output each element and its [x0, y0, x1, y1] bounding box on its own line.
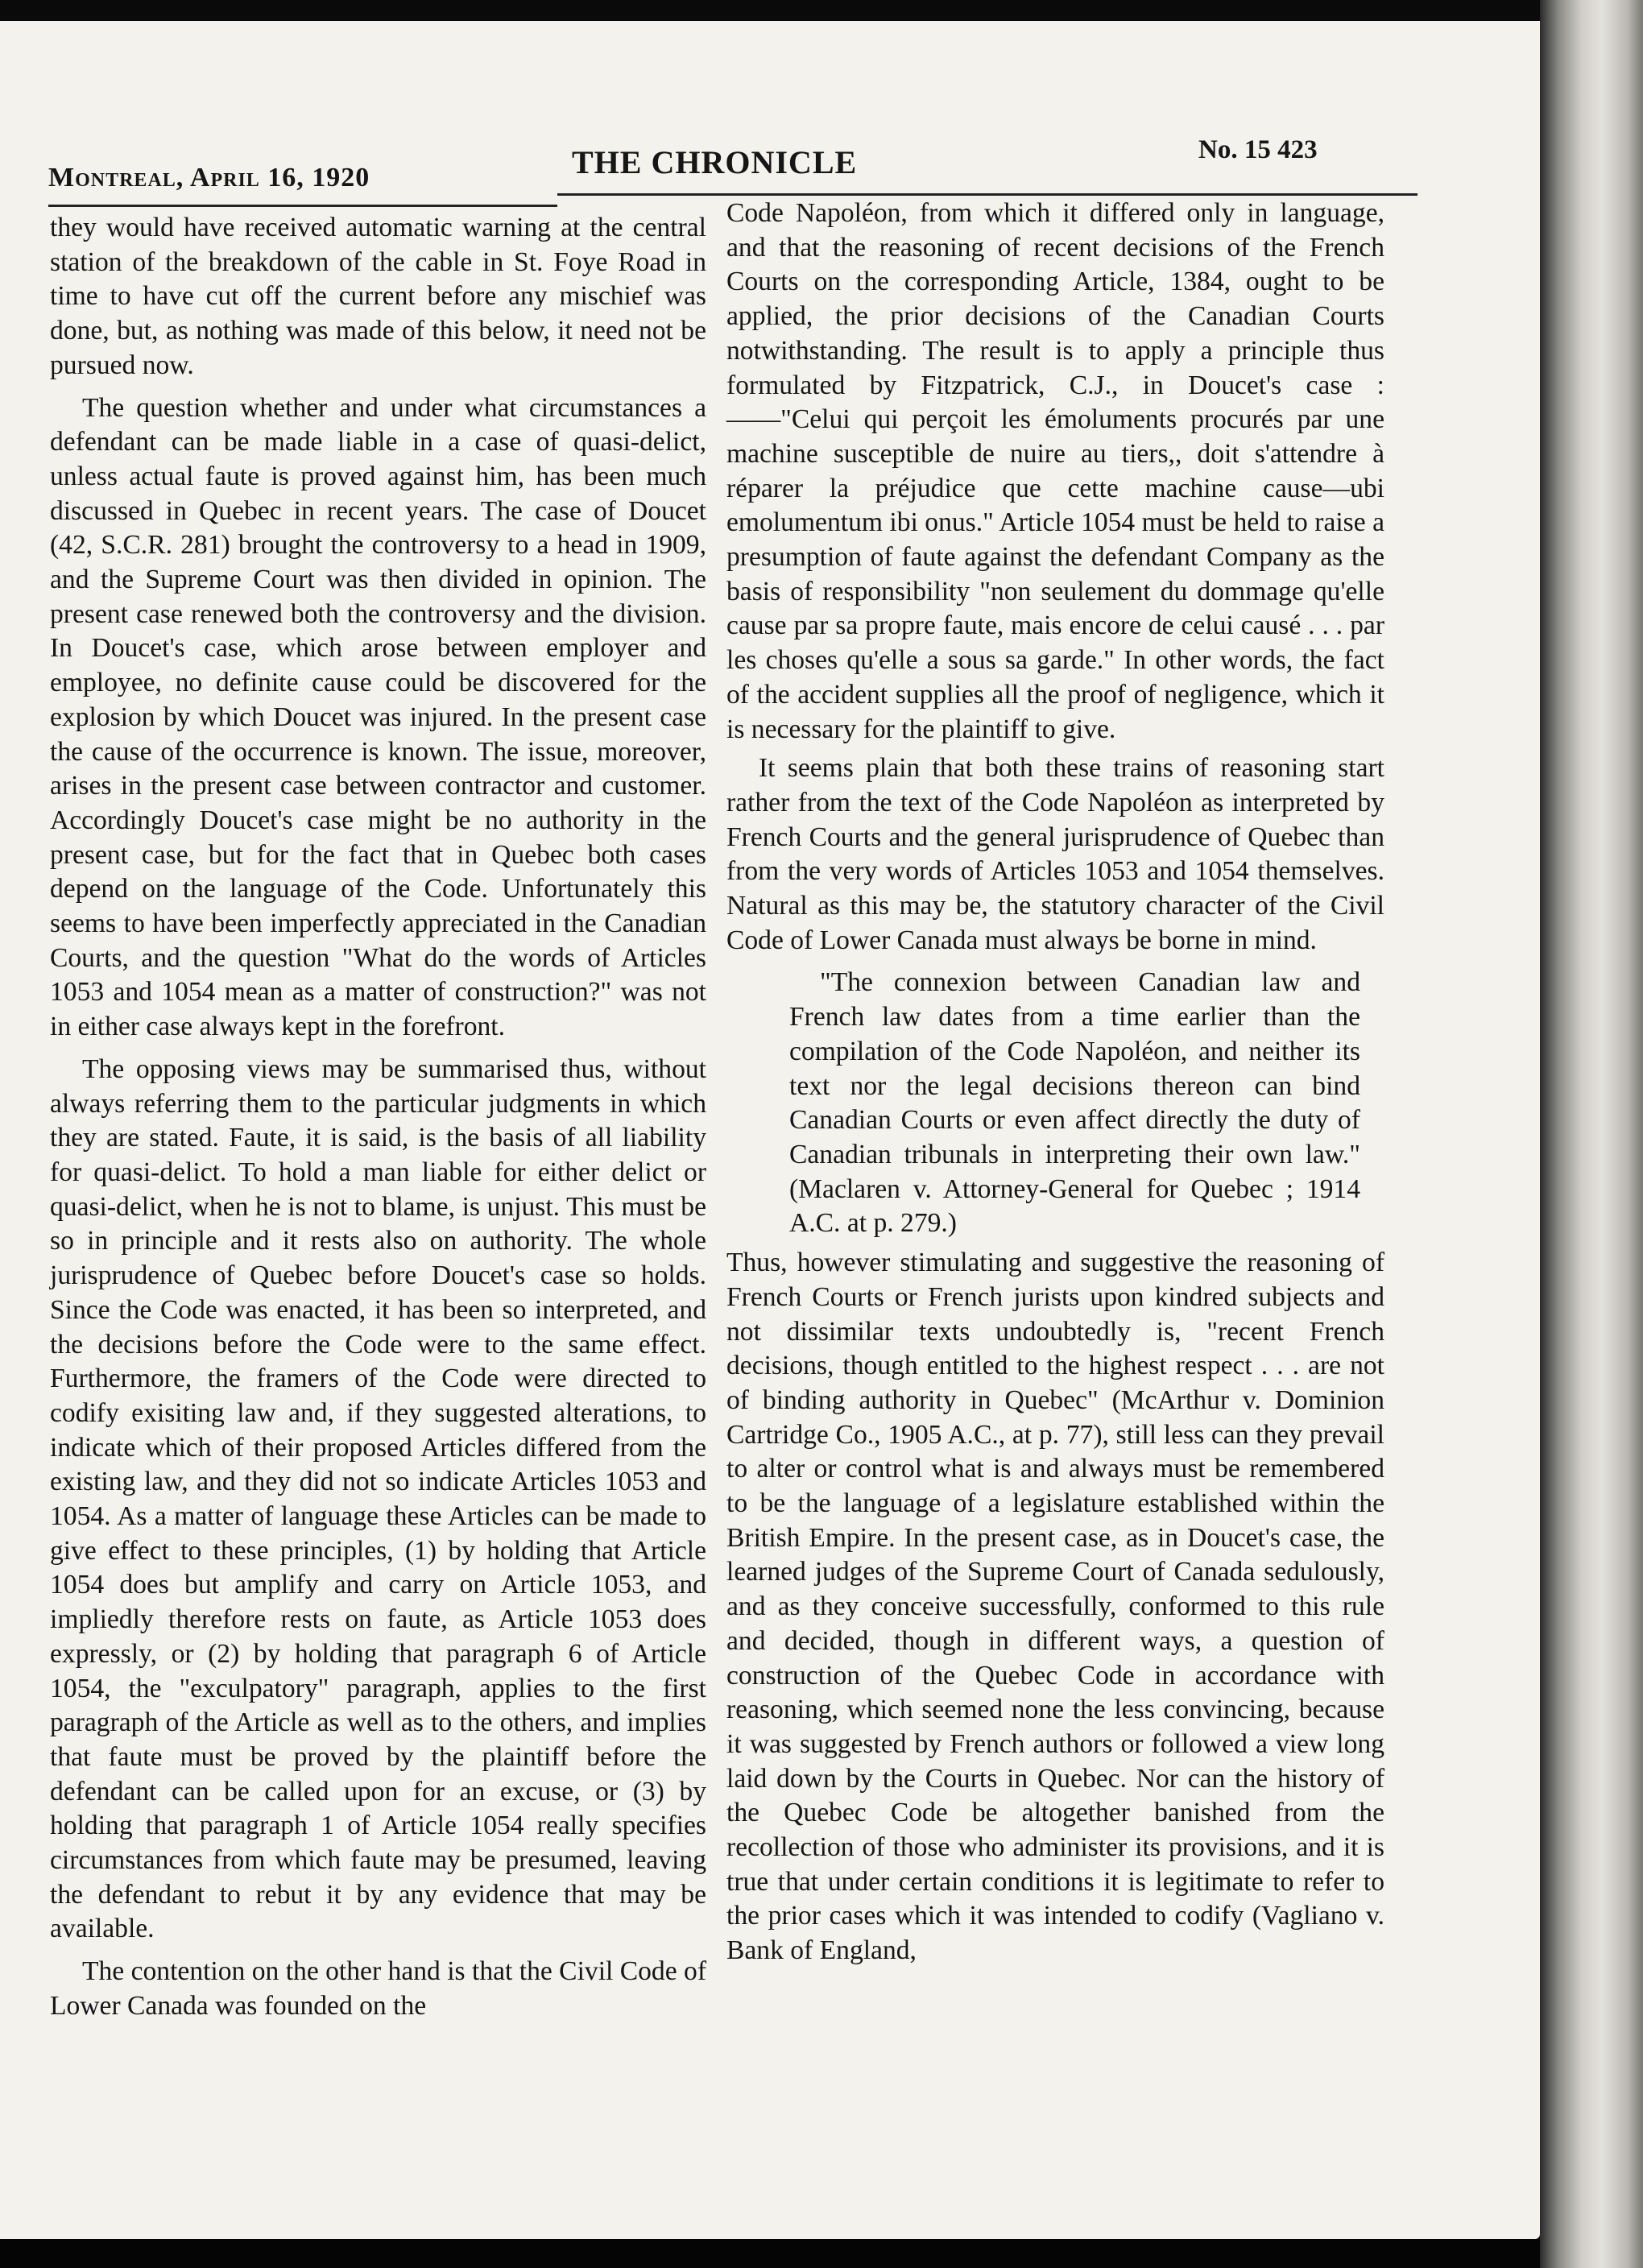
paragraph-continued: they would have received automatic warning at the central station of the breakdown of the cable in St. Foye Road in time to have cut off the current before any mischief was done, but, as nothing was made of this below, it need not be pursued now.	[50, 213, 706, 380]
page-header	[48, 130, 1395, 195]
scan-bottom-border	[0, 2239, 1540, 2268]
scan-top-border	[0, 0, 1540, 21]
paragraph-trains-of-reasoning: It seems plain that both these trains of reasoning start rather from the text of the Code Napoléon as interpreted by French Courts and the general jurisprudence of Quebec than from the very words of Articles 1053 and 1054 themselves. Natural as this may be, the statutory character of the Civil Code of Lower Canada must always be borne in mind.	[726, 753, 1384, 955]
block-quote-maclaren: "The connexion between Canadian law and French law dates from a time earlier than the compilation of the Code Napoléon, and neither its text nor the legal decisions thereon can bind Canadian Courts or even affect directly the duty of Canadian tribunals in interpreting their own law." (Maclaren v. Attorney-General for Quebec ; 1914 A.C. at p. 279.)	[789, 967, 1360, 1239]
paragraph-contention: The contention on the other hand is that the Civil Code of Lower Canada was founded on the	[50, 1956, 706, 2021]
paragraph-opposing-views: The opposing views may be summarised thus, without always referring them to the particular judgments in which they are stated. Faute, it is said, is the basis of all liability for quasi-delict. To hold a man liable for either delict or quasi-delict, when he is not to blame, is unjust. This must be so in principle and it rests also on authority. The whole jurisprudence of Quebec before Doucet's case so holds. Since the Code was enacted, it has been so interpreted, and the decisions before the Code were to the same effect. Furthermore, the framers of the Code were directed to codify exisiting law and, if they suggested alterations, to indicate which of their proposed Articles differed from the existing law, and they did not so indicate Articles 1053 and 1054. As a matter of language these Articles can be made to give effect to these principles, (1) by holding that Article 1054 does but amplify and carry on Article 1053, and impliedly therefore rests on faute, as Article 1053 does expressly, or (2) by holding that paragraph 6 of Article 1054, the "exculpatory" paragraph, applies to the first paragraph of the Article as well as to the others, and implies that faute must be proved by the plaintiff before the defendant can be called upon for an excuse, or (3) by holding that paragraph 1 of Article 1054 really specifies circumstances from which faute may be presumed, leaving the defendant to rebut it by any evidence that may be available.	[50, 1053, 706, 1944]
paragraph-quasi-delict-question: The question whether and under what circumstances a defendant can be made liable in a case of quasi-delict, unless actual faute is proved against him, has been much discussed in Quebec in recent years. The case of Doucet (42, S.C.R. 281) brought the controversy to a head in 1909, and the Supreme Court was then divided in opinion. The present case renewed both the controversy and the division. In Doucet's case, which arose between employer and employee, no definite cause could be discovered for the explosion by which Doucet was injured. In the present case the cause of the occurrence is known. The issue, moreover, arises in the present case between contractor and customer. Accordingly Doucet's case might be no authority in the present case, but for the fact that in Quebec both cases depend on the language of the Code. Unfortunately this seems to have been imperfectly appreciated in the Canadian Courts, and the question "What do the words of Articles 1053 and 1054 mean as a matter of construction?" was not in either case always kept in the forefront.	[50, 392, 706, 1042]
issue-page-number: No. 15 423	[1198, 135, 1318, 164]
left-column	[50, 211, 706, 2024]
paragraph-french-courts: Thus, however stimulating and suggestive the reasoning of French Courts or French jurists upon kindred subjects and not dissimilar texts undoubtedly is, "recent French decisions, though entitled to the highest respect . . . are not of binding authority in Quebec" (McArthur v. Dominion Cartridge Co., 1905 A.C., at p. 77), still less can they prevail to alter or control what is and always must be remembered to be the language of a legislature established within the British Empire. In the present case, as in Doucet's case, the learned judges of the Supreme Court of Canada sedulously, and as they conceive successfully, conformed to this rule and decided, though in different ways, a question of construction of the Quebec Code in accordance with reasoning, which seemed none the less convincing, because it was suggested by French authors or followed a view long laid down by the Courts in Quebec. Nor can the history of the Quebec Code be altogether banished from the recollection of those who administer its provisions, and it is true that under certain conditions it is legitimate to refer to the prior cases which it was intended to codify (Vagliano v. Bank of England,	[726, 1248, 1384, 1966]
header-rule-left	[48, 205, 557, 207]
header-dateline: Montreal, April 16, 1920	[48, 163, 370, 192]
header-rule-right	[557, 193, 1417, 196]
publication-title: THE CHRONICLE	[572, 144, 858, 180]
paragraph-code-napoleon: Code Napoléon, from which it differed only in language, and that the reasoning of recent decisions of the French Courts on the corresponding Article, 1384, ought to be applied, the prior decisions of the Canadian Courts notwithstanding. The result is to apply a principle thus formulated by Fitzpatrick, C.J., in Doucet's case :——"Celui qui perçoit les émoluments procurés par une machine susceptible de nuire au tiers,, doit s'attendre à réparer la préjudice que cette machine cause—ubi emolumentum ibi onus." Article 1054 must be held to raise a presumption of faute against the defendant Company as the basis of responsibility "non seulement du dommage qu'elle cause par sa propre faute, mais encore de celui causé . . . par les choses qu'elle a sous sa garde." In other words, the fact of the accident supplies all the proof of negligence, which it is necessary for the plaintiff to give.	[726, 198, 1384, 744]
right-column	[726, 197, 1384, 1968]
binding-page-edge	[1540, 0, 1643, 2268]
